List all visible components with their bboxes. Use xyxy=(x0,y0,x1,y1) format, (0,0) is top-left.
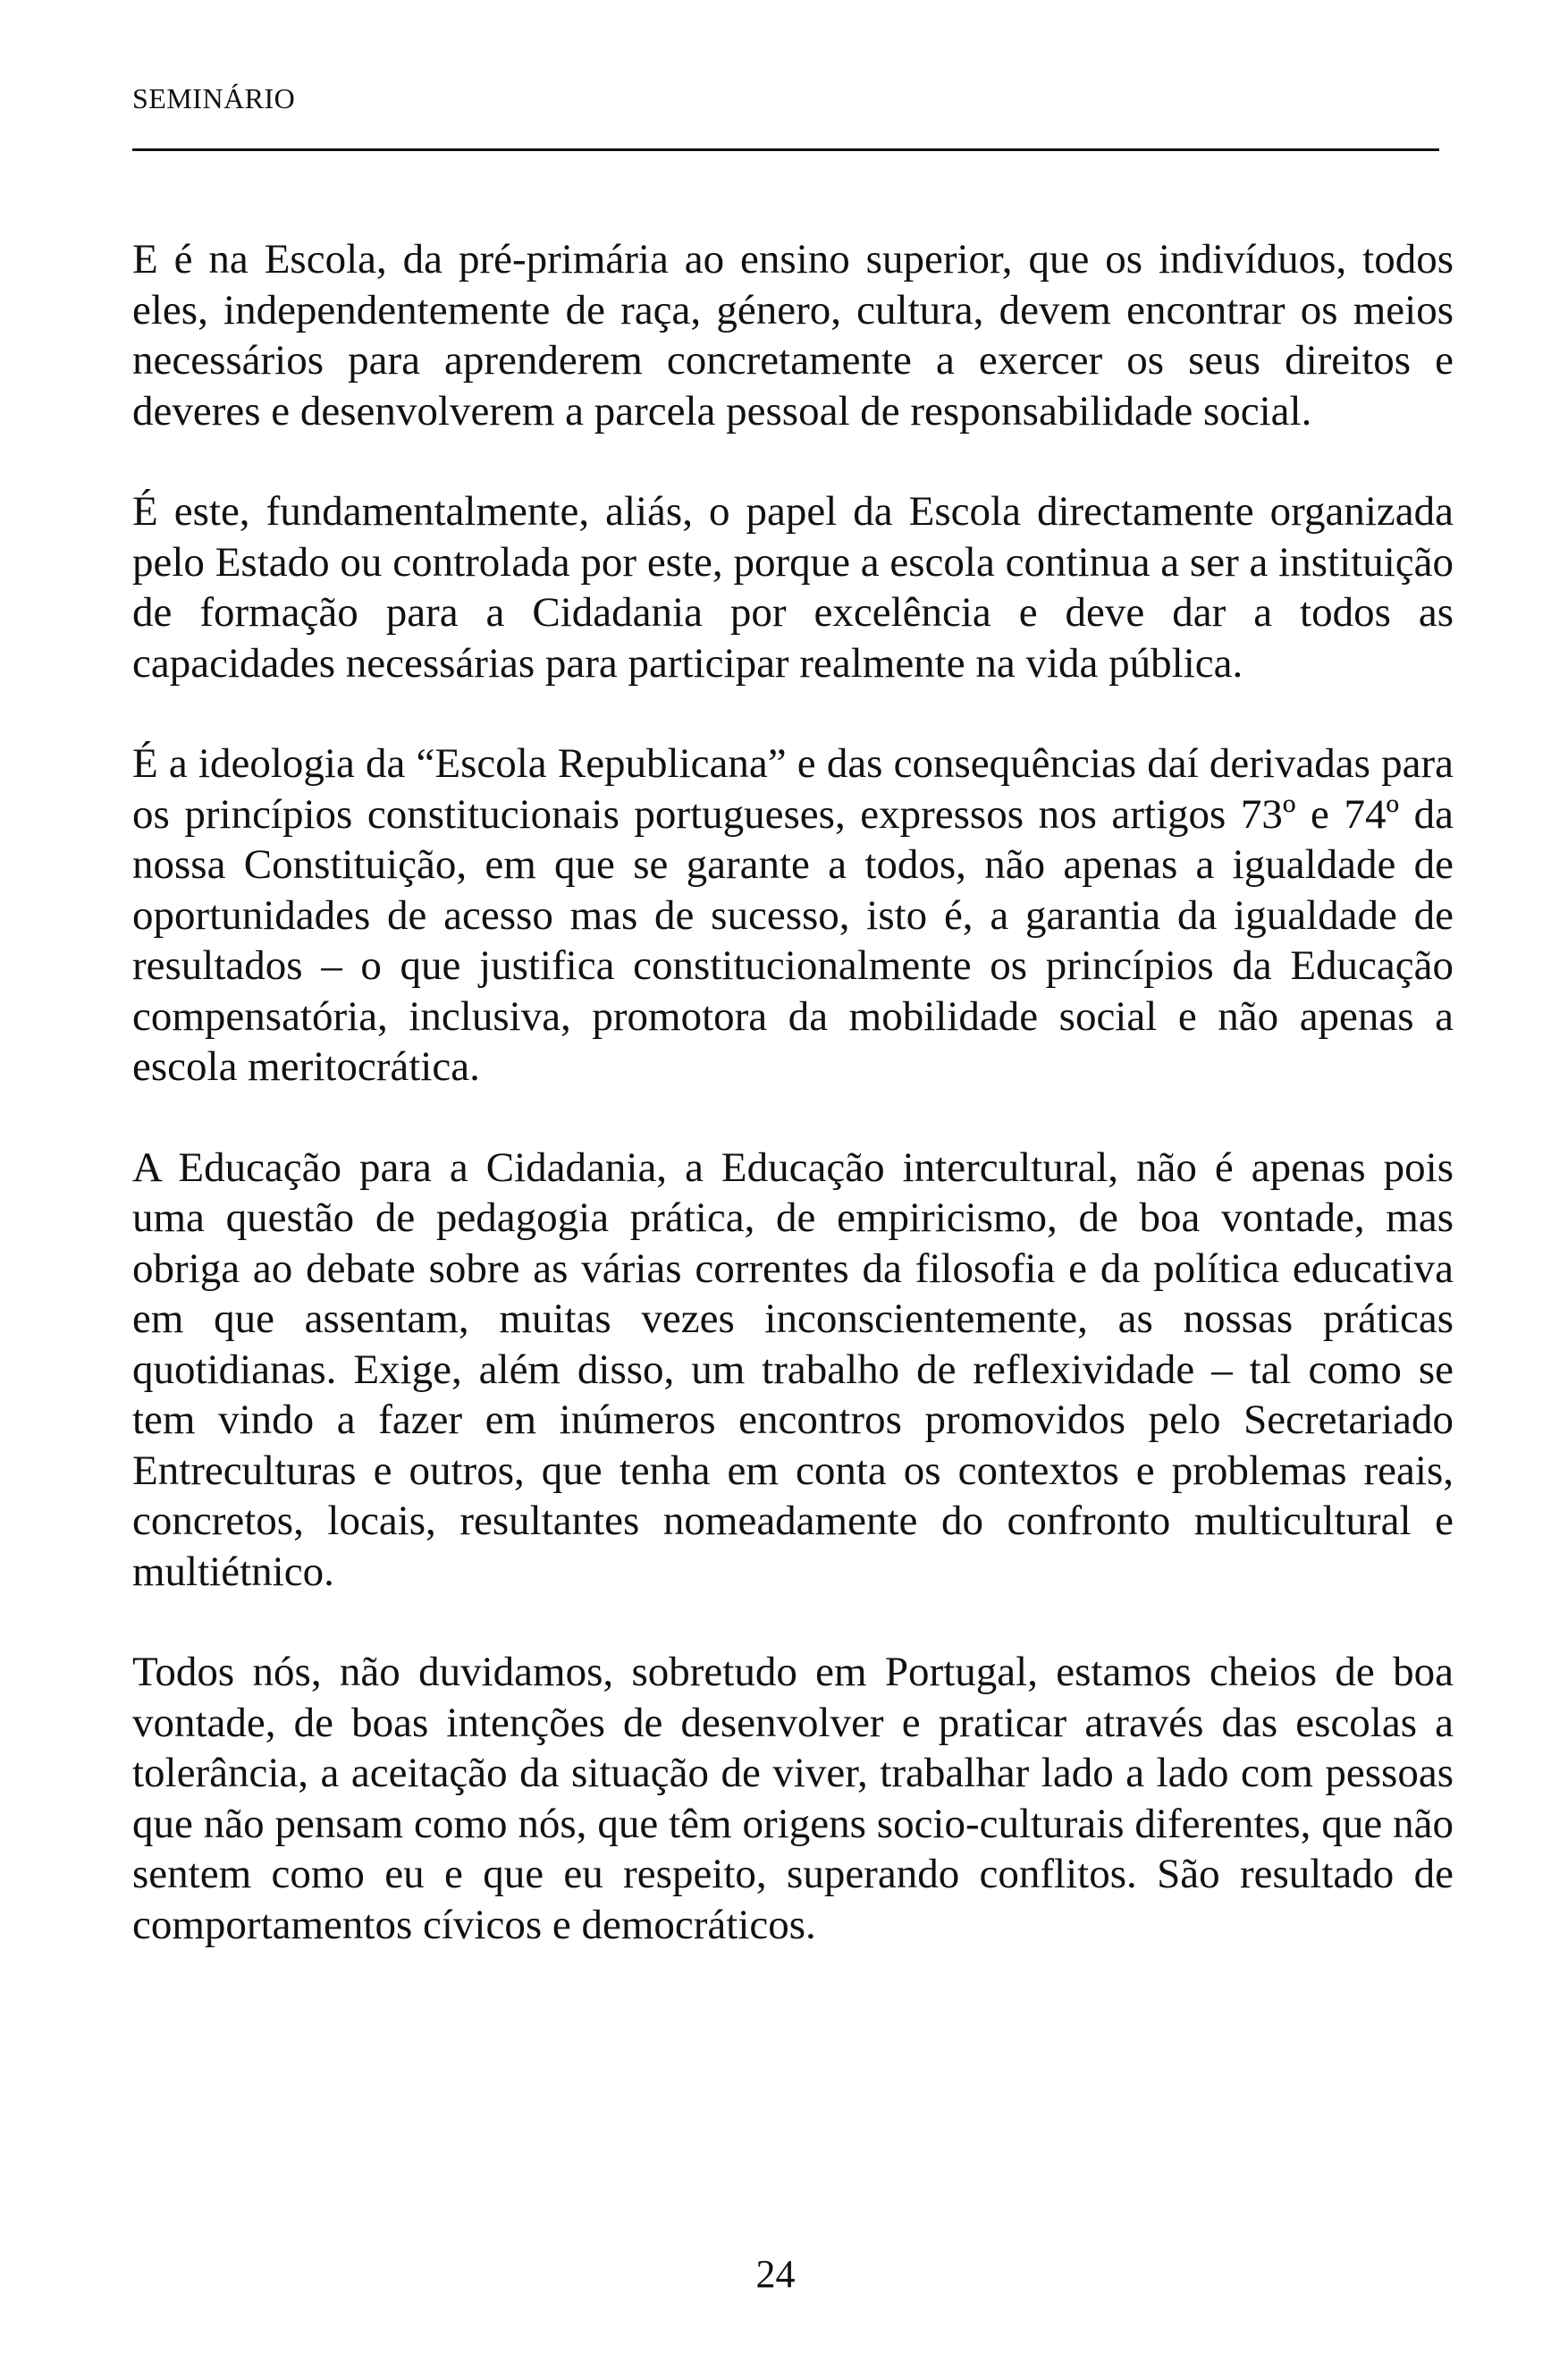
body-text xyxy=(132,234,1454,1950)
paragraph-5: Todos nós, não duvidamos, sobretudo em Portugal, estamos cheios de boa vontade, de boas intenções de desenvolver e praticar através das escolas a tolerância, a aceitação da situação de viver, trabalhar lado a lado com pessoas que não pensam como nós, que têm origens socio-culturais diferentes, que não sentem como eu e que eu respeito, superando conflitos. São resultado de comportamentos cívicos e democráticos. xyxy=(132,1649,1454,1948)
paragraph-1: E é na Escola, da pré-primária ao ensino superior, que os indivíduos, todos eles, independentemente de raça, género, cultura, devem encontrar os meios necessários para aprenderem concretamente a exercer os seus direitos e deveres e desenvolverem a parcela pessoal de responsabilidade social. xyxy=(132,236,1454,435)
paragraph-4: A Educação para a Cidadania, a Educação intercultural, não é apenas pois uma questão de pedagogia prática, de empiricismo, de boa vontade, mas obriga ao debate sobre as várias correntes da filosofia e da política educativa em que assentam, muitas vezes inconscientemente, as nossas práticas quotidianas. Exige, além disso, um trabalho de reflexividade – tal como se tem vindo a fazer em inúmeros encontros promovidos pelo Secretariado Entreculturas e outros, que tenha em conta os contextos e problemas reais, concretos, locais, resultantes nomeadamente do confronto multicultural e multiétnico. xyxy=(132,1144,1454,1595)
paragraph-3: É a ideologia da “Escola Republicana” e das consequências daí derivadas para os princípios constitucionais portugueses, expressos nos artigos 73º e 74º da nossa Constituição, em que se garante a todos, não apenas a igualdade de oportunidades de acesso mas de sucesso, isto é, a garantia da igualdade de resultados – o que justifica constitucionalmente os princípios da Educação compensatória, inclusiva, promotora da mobilidade social e não apenas a escola meritocrática. xyxy=(132,740,1454,1090)
page-number: 24 xyxy=(755,2252,796,2296)
header-rule xyxy=(132,148,1439,151)
paragraph-2: É este, fundamentalmente, aliás, o papel da Escola directamente organizada pelo Estado ou controlada por este, porque a escola continua a ser a instituição de formação para a Cidadania por excelência e deve dar a todos as capacidades necessárias para participar realmente na vida pública. xyxy=(132,488,1454,687)
running-header: SEMINÁRIO xyxy=(132,82,296,114)
